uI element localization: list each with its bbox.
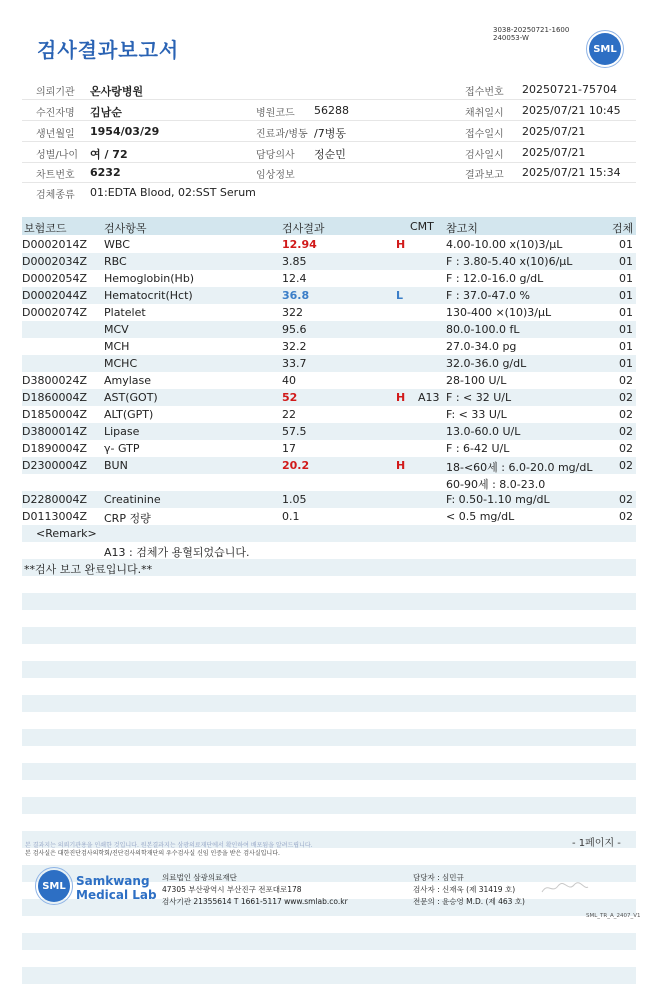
receipt-no-value: 20250721-75704 [522,83,617,96]
hospital-code-value: 56288 [314,104,349,117]
reference-cell: 80.0-100.0 fL [446,323,520,336]
table-row [22,508,636,525]
specimen-cell: 01 [619,272,633,285]
staff-line1: 담당자 : 심민규 [413,873,464,882]
footer-note-2: 본 검사실은 대한진단검사의학회/진단검사의학재단의 우수검사실 신임 인증을 받은 검사실입니다. [25,850,280,857]
doctor-value: 정순민 [314,148,346,161]
col-cmt: CMT [410,220,434,233]
remark-text: A13 : 검체가 용혈되었습니다. [104,546,250,559]
table-row [22,491,636,508]
result-cell: 95.6 [282,323,307,336]
specimen-cell: 02 [619,510,633,523]
specimen-cell: 01 [619,340,633,353]
flag-cell: H [396,391,406,404]
hospital-label: 의뢰기관 [36,87,75,98]
staff-line2: 검사자 : 신재욱 (제 31419 호) [413,885,516,894]
reference-cell: 18-<60세 : 6.0-20.0 mg/dL [446,461,593,474]
table-row [22,236,636,253]
brand-line1: Samkwang [76,874,150,888]
addr-line2: 47305 부산광역시 부산진구 전포대로178 [162,885,302,894]
staff-line3: 전문의 : 윤승영 M.D. (제 463 호) [413,897,525,906]
brand-line2: Medical Lab [76,888,157,902]
table-row [22,270,636,287]
specimen-cell: 02 [619,459,633,472]
insurance-code-cell: D3800024Z [22,374,87,387]
complete-row [22,559,636,576]
test-item-cell: Creatinine [104,493,161,506]
receipt-no-label: 접수번호 [465,87,504,98]
report-time-label: 결과보고 [465,170,504,181]
sex-age-label: 성별/나이 [36,150,79,161]
collect-value: 2025/07/21 10:45 [522,104,621,117]
test-item-cell: Lipase [104,425,140,438]
flag-cell: L [396,289,404,302]
birth-label: 생년월일 [36,129,75,140]
result-cell: 36.8 [282,289,310,302]
addr-line3: 검사기관 21355614 T 1661-5117 www.smlab.co.kr [162,897,348,906]
reference-cell: F : 3.80-5.40 x(10)6/μL [446,255,573,268]
cmt-cell: A13 [418,391,440,404]
reference-cell: 60-90세 : 8.0-23.0 [446,478,546,491]
name-value: 김남순 [90,106,122,119]
table-row [22,253,636,270]
empty-row [22,695,636,712]
remark-label: <Remark> [36,527,97,540]
result-cell: 0.1 [282,510,300,523]
result-cell: 20.2 [282,459,310,472]
results-table-header [22,217,636,235]
page-number: - 1페이지 - [572,838,621,849]
result-cell: 40 [282,374,296,387]
report-title: 검사결과보고서 [37,38,180,62]
col-item: 검사항목 [104,222,147,235]
chart-label: 차트번호 [36,170,75,181]
insurance-code-cell: D1850004Z [22,408,87,421]
sex-age-value: 여 / 72 [90,148,128,161]
empty-row [22,967,636,984]
insurance-code-cell: D2300004Z [22,459,87,472]
empty-row [22,797,636,814]
table-row [22,321,636,338]
specimen-cell: 02 [619,442,633,455]
collect-label: 채취일시 [465,108,504,119]
col-ref: 참고치 [446,222,478,235]
institution-address [162,872,348,908]
result-cell: 322 [282,306,303,319]
doctor-label: 담당의사 [256,150,295,161]
complete-text: **검사 보고 완료입니다.** [24,563,153,576]
reference-cell: F : 37.0-47.0 % [446,289,530,302]
result-cell: 32.2 [282,340,307,353]
result-cell: 33.7 [282,357,307,370]
chart-value: 6232 [90,166,121,179]
report-time-value: 2025/07/21 15:34 [522,166,621,179]
result-cell: 12.4 [282,272,307,285]
reference-cell: F : 12.0-16.0 g/dL [446,272,544,285]
empty-row [22,933,636,950]
test-item-cell: BUN [104,459,128,472]
reference-cell: F : < 32 U/L [446,391,512,404]
col-code: 보험코드 [24,222,67,235]
signature-icon [540,880,590,896]
table-row [22,406,636,423]
test-item-cell: Hematocrit(Hct) [104,289,193,302]
empty-row [22,661,636,678]
reference-cell: 130-400 ×(10)3/μL [446,306,552,319]
reference-cell: F: 0.50-1.10 mg/dL [446,493,550,506]
sml-logo-icon: SML [589,33,621,65]
results-table-body [22,236,636,525]
result-cell: 22 [282,408,296,421]
insurance-code-cell: D0002034Z [22,255,87,268]
insurance-code-cell: D0002044Z [22,289,87,302]
footer-note-1: 본 결과지는 의뢰기관용을 인쇄한 것입니다. 원본결과지는 삼광의료재단에서 확인하여 배포됨을 알려드립니다. [25,842,313,849]
test-item-cell: MCHC [104,357,138,370]
dept-label: 진료과/병동 [256,129,308,140]
hospital-code-label: 병원코드 [256,108,295,119]
insurance-code-cell: D3800014Z [22,425,87,438]
empty-row [22,729,636,746]
insurance-code-cell: D2280004Z [22,493,87,506]
specimen-value: 01:EDTA Blood, 02:SST Serum [90,186,256,199]
exam-date-label: 검사일시 [465,150,504,161]
info-row-specimen [22,182,636,202]
info-row-chart [22,162,636,183]
remark-row [22,525,636,542]
test-item-cell: γ- GTP [104,442,140,455]
specimen-cell: 01 [619,238,633,251]
reference-cell: 28-100 U/L [446,374,507,387]
specimen-cell: 01 [619,306,633,319]
reference-cell: < 0.5 mg/dL [446,510,515,523]
document-id-line1: 3038-20250721-1600 [493,26,570,34]
result-cell: 57.5 [282,425,307,438]
table-row [22,457,636,474]
test-item-cell: AST(GOT) [104,391,158,404]
form-code: SML_TR_A_2407_V1 [586,913,641,919]
test-item-cell: Amylase [104,374,152,387]
document-id [493,26,569,42]
table-row [22,440,636,457]
info-row-hospital [22,79,636,100]
specimen-cell: 01 [619,289,633,302]
staff-info [413,872,525,908]
result-cell: 12.94 [282,238,317,251]
result-cell: 3.85 [282,255,307,268]
test-item-cell: RBC [104,255,127,268]
reference-cell: F: < 33 U/L [446,408,507,421]
specimen-cell: 02 [619,391,633,404]
test-item-cell: MCV [104,323,129,336]
sml-footer-logo-icon: SML [38,870,70,902]
dept-value: /7병동 [314,127,346,140]
table-row [22,355,636,372]
result-cell: 17 [282,442,296,455]
exam-date-value: 2025/07/21 [522,146,586,159]
table-row [22,338,636,355]
reference-cell: 27.0-34.0 pg [446,340,517,353]
insurance-code-cell: D0002014Z [22,238,87,251]
test-item-cell: Hemoglobin(Hb) [104,272,195,285]
clinical-label: 임상정보 [256,170,295,181]
info-row-sex [22,142,636,163]
flag-cell: H [396,238,406,251]
specimen-label: 검체종류 [36,190,75,201]
empty-row [22,627,636,644]
reference-cell: 4.00-10.00 x(10)3/μL [446,238,563,251]
table-row [22,372,636,389]
specimen-cell: 02 [619,408,633,421]
specimen-cell: 02 [619,493,633,506]
specimen-cell: 02 [619,425,633,438]
empty-row [22,763,636,780]
insurance-code-cell: D1860004Z [22,391,87,404]
table-row [22,474,636,491]
addr-line1: 의료법인 삼광의료재단 [162,873,237,882]
insurance-code-cell: D0002054Z [22,272,87,285]
info-row-name [22,100,636,121]
col-spec: 검체 [612,222,634,235]
document-id-line2: 240053-W [493,34,529,42]
receipt-date-label: 접수일시 [465,129,504,140]
test-item-cell: Platelet [104,306,146,319]
insurance-code-cell: D0113004Z [22,510,87,523]
table-row [22,304,636,321]
col-result: 검사결과 [282,222,325,235]
info-row-birth [22,121,636,142]
hospital-value: 온사랑병원 [90,85,144,98]
test-item-cell: ALT(GPT) [104,408,154,421]
result-cell: 1.05 [282,493,307,506]
receipt-date-value: 2025/07/21 [522,125,586,138]
brand-name [76,874,157,902]
test-item-cell: MCH [104,340,130,353]
birth-value: 1954/03/29 [90,125,160,138]
table-row [22,423,636,440]
name-label: 수진자명 [36,108,75,119]
insurance-code-cell: D0002074Z [22,306,87,319]
test-item-cell: WBC [104,238,130,251]
result-cell: 52 [282,391,298,404]
specimen-cell: 02 [619,374,633,387]
insurance-code-cell: D1890004Z [22,442,87,455]
reference-cell: 13.0-60.0 U/L [446,425,521,438]
reference-cell: F : 6-42 U/L [446,442,510,455]
table-row [22,389,636,406]
test-item-cell: CRP 정량 [104,512,151,525]
specimen-cell: 01 [619,357,633,370]
table-row [22,287,636,304]
flag-cell: H [396,459,406,472]
reference-cell: 32.0-36.0 g/dL [446,357,527,370]
specimen-cell: 01 [619,323,633,336]
empty-row [22,593,636,610]
specimen-cell: 01 [619,255,633,268]
